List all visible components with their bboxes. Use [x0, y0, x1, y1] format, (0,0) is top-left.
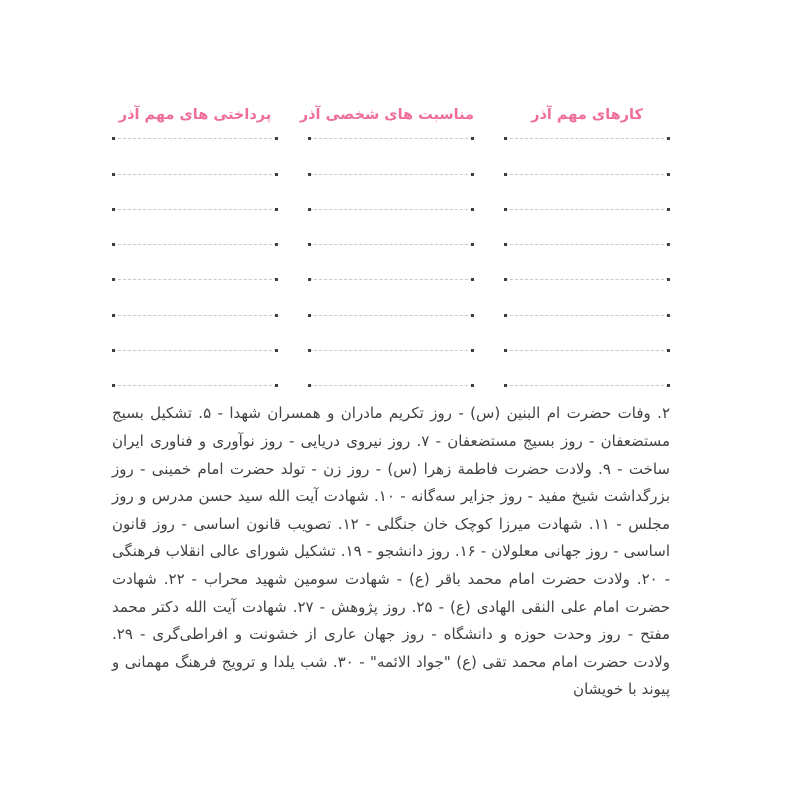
note-line	[112, 139, 278, 174]
note-line	[308, 351, 474, 386]
column-header-important-tasks: کارهای مهم آذر	[531, 107, 643, 123]
column-header-personal-occasions: مناسبت های شخصی آذر	[299, 107, 474, 123]
note-line	[308, 280, 474, 315]
dotted-rule	[113, 385, 277, 386]
monthly-occasions-paragraph: ۲. وفات حضرت ام البنین (س) - روز تکریم مادران و همسران شهدا - ۵. تشکیل بسیج مستضعفان - روز بسیج مستضعفان - ۷. روز نیروی دریایی - روز نوآوری و فناوری ایران ساخت - ۹. ولادت حضرت فاطمة زهرا (س) - روز زن - تولد حضرت امام خمینی - روز بزرگداشت شیخ مفید - روز جزایر سه‌گانه - ۱۰. شهادت آیت الله سید حسن مدرس و روز مجلس - ۱۱. شهادت میرزا کوچک خان جنگلی - ۱۲. تصویب قانون اساسی - روز قانون اساسی - روز جهانی معلولان - ۱۶. روز دانشجو - ۱۹. تشکیل شورای عالی انقلاب فرهنگی - ۲۰. ولادت حضرت امام محمد باقر (ع) - شهادت سومین شهید محراب - ۲۲. شهادت حضرت امام علی النقی الهادی (ع) - ۲۵. روز پژوهش - ۲۷. شهادت آیت الله دکتر محمد مفتح - روز وحدت حوزه و دانشگاه - روز جهان عاری از خشونت و افراطی‌گری - ۲۹. ولادت حضرت امام محمد تقی (ع) "جواد الائمه" - ۳۰. شب یلدا و ترویج فرهنگ مهمانی و پیوند با خویشان	[112, 404, 671, 699]
note-line	[308, 210, 474, 245]
note-line	[112, 175, 278, 210]
dotted-rule	[505, 385, 669, 386]
note-line	[112, 351, 278, 386]
note-line	[112, 280, 278, 315]
note-line	[112, 210, 278, 245]
note-line	[504, 210, 670, 245]
note-line	[504, 104, 670, 139]
dotted-rule	[309, 385, 473, 386]
note-lines-grid	[112, 104, 670, 386]
note-line	[299, 104, 474, 139]
note-line	[308, 175, 474, 210]
planner-sheet	[112, 0, 670, 704]
note-line	[504, 175, 670, 210]
note-line	[308, 245, 474, 280]
note-column-important-tasks	[504, 104, 670, 386]
column-header-important-payments: پرداختی های مهم آذر	[118, 107, 272, 123]
note-line	[504, 139, 670, 174]
note-line	[504, 245, 670, 280]
note-column-important-payments	[112, 104, 278, 386]
note-line	[112, 316, 278, 351]
note-line	[504, 316, 670, 351]
note-line	[504, 280, 670, 315]
note-line	[308, 139, 474, 174]
note-line	[308, 316, 474, 351]
note-line	[504, 351, 670, 386]
note-line	[112, 104, 278, 139]
note-column-personal-occasions	[299, 104, 474, 386]
note-line	[112, 245, 278, 280]
